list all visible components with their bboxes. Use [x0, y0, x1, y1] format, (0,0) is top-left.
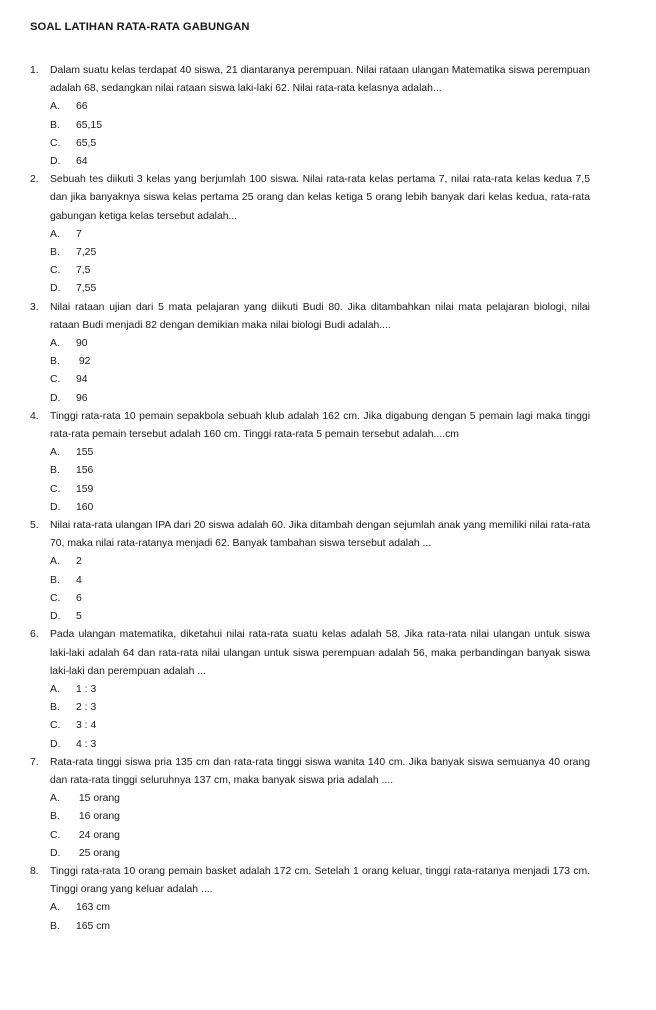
answer-options — [30, 681, 590, 754]
question-text: Dalam suatu kelas terdapat 40 siswa, 21 diantaranya perempuan. Nilai rataan ulangan Matematika siswa perempuan adalah 68, sedangkan nilai rataan siswa laki-laki 62. Nilai rata-rata kelasnya adalah... — [50, 65, 590, 95]
option-value: 1 : 3 — [76, 683, 97, 695]
option-letter: D. — [50, 847, 61, 859]
answer-option — [30, 444, 590, 462]
option-letter: C. — [50, 483, 61, 495]
option-letter: C. — [50, 592, 61, 604]
answer-options — [30, 444, 590, 517]
option-letter: D. — [50, 738, 61, 750]
answer-option — [30, 481, 590, 499]
answer-options — [30, 98, 590, 171]
question-7 — [30, 754, 590, 863]
option-value: 94 — [76, 374, 88, 386]
answer-option — [30, 699, 590, 717]
option-value: 16 orang — [76, 811, 120, 823]
option-letter: A. — [50, 338, 60, 350]
answer-option — [30, 390, 590, 408]
option-value: 4 : 3 — [76, 738, 97, 750]
answer-option — [30, 371, 590, 389]
question-6 — [30, 626, 590, 753]
option-letter: B. — [50, 356, 60, 368]
option-value: 7 — [76, 228, 82, 240]
question-1 — [30, 62, 590, 171]
option-letter: C. — [50, 720, 61, 732]
option-letter: B. — [50, 920, 60, 932]
question-stem — [30, 171, 590, 226]
option-letter: D. — [50, 283, 61, 295]
option-value: 5 — [76, 611, 82, 623]
answer-option — [30, 681, 590, 699]
option-value: 4 — [76, 574, 82, 586]
answer-options — [30, 226, 590, 299]
option-value: 90 — [76, 338, 88, 350]
option-value: 7,55 — [76, 283, 97, 295]
option-value: 3 : 4 — [76, 720, 97, 732]
answer-options — [30, 335, 590, 408]
answer-option — [30, 899, 590, 917]
page-title: SOAL LATIHAN RATA-RATA GABUNGAN — [30, 21, 250, 33]
option-letter: B. — [50, 702, 60, 714]
option-letter: A. — [50, 902, 60, 914]
question-number: 2. — [30, 174, 39, 186]
option-letter: A. — [50, 228, 60, 240]
question-number: 8. — [30, 865, 39, 877]
option-letter: C. — [50, 829, 61, 841]
option-value: 24 orang — [76, 829, 120, 841]
question-stem — [30, 626, 590, 681]
question-5 — [30, 517, 590, 626]
option-value: 7,25 — [76, 247, 97, 259]
question-stem — [30, 408, 590, 444]
question-number: 6. — [30, 629, 39, 641]
answer-option — [30, 98, 590, 116]
option-letter: A. — [50, 447, 60, 459]
question-number: 4. — [30, 410, 39, 422]
question-number: 1. — [30, 65, 39, 76]
option-value: 64 — [76, 156, 88, 168]
answer-options — [30, 790, 590, 863]
option-value: 155 — [76, 447, 94, 459]
answer-option — [30, 845, 590, 863]
answer-option — [30, 353, 590, 371]
option-letter: B. — [50, 574, 60, 586]
answer-option — [30, 462, 590, 480]
option-value: 66 — [76, 101, 88, 113]
question-text: Rata-rata tinggi siswa pria 135 cm dan rata-rata tinggi siswa wanita 140 cm. Jika banyak siswa semuanya 40 orang dan rata-rata tinggi seluruhnya 137 cm, maka banyak siswa pria adalah .... — [50, 756, 590, 786]
answer-option — [30, 808, 590, 826]
option-value: 6 — [76, 592, 82, 604]
question-text: Nilai rata-rata ulangan IPA dari 20 siswa adalah 60. Jika ditambah dengan sejumlah anak yang memiliki nilai rata-rata 70, maka nilai rata-ratanya menjadi 62. Banyak tambahan siswa tersebut adalah ... — [50, 520, 590, 550]
question-stem — [30, 299, 590, 335]
option-letter: B. — [50, 247, 60, 259]
question-list — [30, 62, 590, 936]
option-value: 159 — [76, 483, 94, 495]
option-value: 2 : 3 — [76, 702, 97, 714]
answer-option — [30, 717, 590, 735]
option-letter: D. — [50, 392, 61, 404]
answer-option — [30, 335, 590, 353]
question-text: Sebuah tes diikuti 3 kelas yang berjumlah 100 siswa. Nilai rata-rata kelas pertama 7, nilai rata-rata kelas kedua 7,5 dan jika banyaknya siswa kelas pertama 25 orang dan kelas ketiga 5 orang lebih banyak dari kelas kedua, rata-rata gabungan ketiga kelas tersebut adalah... — [50, 174, 590, 222]
answer-option — [30, 608, 590, 626]
answer-option — [30, 262, 590, 280]
option-letter: C. — [50, 374, 61, 386]
option-value: 160 — [76, 501, 94, 513]
answer-option — [30, 590, 590, 608]
answer-option — [30, 117, 590, 135]
question-2 — [30, 171, 590, 298]
option-letter: C. — [50, 265, 61, 277]
option-value: 2 — [76, 556, 82, 568]
option-letter: A. — [50, 556, 60, 568]
question-text: Tinggi rata-rata 10 pemain sepakbola sebuah klub adalah 162 cm. Jika digabung dengan 5 pemain lagi maka tinggi rata-rata pemain tersebut adalah 160 cm. Tinggi rata-rata 5 pemain tersebut adalah....cm — [50, 410, 590, 441]
answer-option — [30, 918, 590, 936]
question-stem — [30, 863, 590, 899]
question-number: 7. — [30, 756, 39, 768]
option-value: 7,5 — [76, 265, 91, 277]
question-text: Nilai rataan ujian dari 5 mata pelajaran yang diikuti Budi 80. Jika ditambahkan nilai mata pelajaran biologi, nilai rataan Budi menjadi 82 dengan demikian maka nilai biologi Budi adalah.... — [50, 301, 590, 331]
answer-option — [30, 790, 590, 808]
option-letter: B. — [50, 119, 60, 131]
question-text: Pada ulangan matematika, diketahui nilai rata-rata suatu kelas adalah 58. Jika rata-rata nilai ulangan untuk siswa laki-laki adalah 64 dan rata-rata nilai ulangan untuk siswa perempuan adalah 56, maka perbandingan banyak siswa laki-laki dan perempuan adalah ... — [50, 629, 590, 677]
question-stem — [30, 754, 590, 790]
option-value: 92 — [76, 356, 91, 368]
question-4 — [30, 408, 590, 517]
question-3 — [30, 299, 590, 408]
answer-option — [30, 827, 590, 845]
option-value: 163 cm — [76, 902, 111, 914]
option-value: 156 — [76, 465, 94, 477]
option-value: 65,15 — [76, 119, 103, 131]
answer-option — [30, 280, 590, 298]
option-value: 65,5 — [76, 137, 97, 149]
option-letter: A. — [50, 683, 60, 695]
option-value: 15 orang — [76, 793, 120, 805]
option-value: 25 orang — [76, 847, 120, 859]
option-letter: C. — [50, 137, 61, 149]
option-letter: A. — [50, 793, 60, 805]
answer-option — [30, 736, 590, 754]
answer-options — [30, 899, 590, 935]
option-value: 96 — [76, 392, 88, 404]
option-letter: D. — [50, 156, 61, 168]
answer-option — [30, 135, 590, 153]
answer-option — [30, 553, 590, 571]
question-number: 3. — [30, 301, 39, 313]
option-value: 165 cm — [76, 920, 111, 932]
option-letter: D. — [50, 501, 61, 513]
answer-option — [30, 572, 590, 590]
answer-options — [30, 553, 590, 626]
question-stem — [30, 517, 590, 553]
question-text: Tinggi rata-rata 10 orang pemain basket adalah 172 cm. Setelah 1 orang keluar, tinggi rata-ratanya menjadi 173 cm. Tinggi orang yang keluar adalah .... — [50, 865, 590, 896]
answer-option — [30, 499, 590, 517]
question-stem — [30, 62, 590, 98]
question-number: 5. — [30, 520, 39, 532]
option-letter: B. — [50, 465, 60, 477]
option-letter: B. — [50, 811, 60, 823]
option-letter: D. — [50, 611, 61, 623]
answer-option — [30, 226, 590, 244]
answer-option — [30, 153, 590, 171]
question-8 — [30, 863, 590, 936]
answer-option — [30, 244, 590, 262]
option-letter: A. — [50, 101, 60, 113]
